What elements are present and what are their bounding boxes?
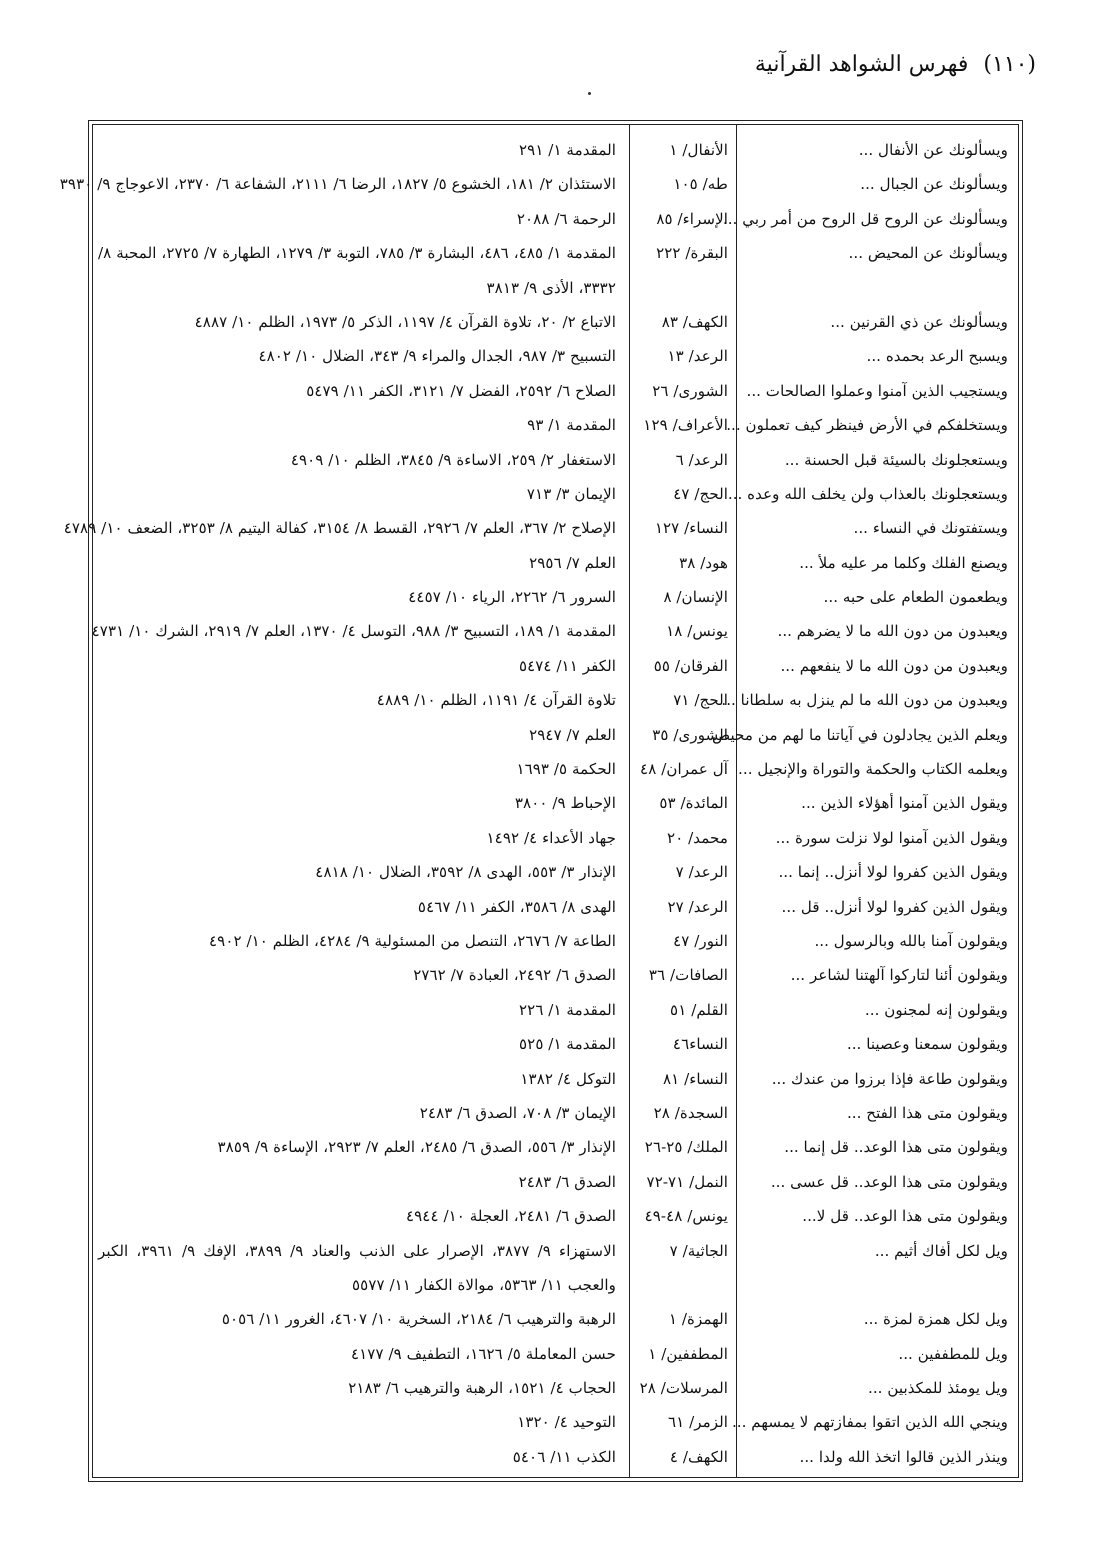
- table-row: [89, 890, 1022, 924]
- reference-cell: المرسلات/ ٢٨: [639, 1379, 728, 1398]
- table-row: [89, 924, 1022, 958]
- table-row: [89, 408, 1022, 442]
- ayah-cell: ويستعجلونك بالسيئة قبل الحسنة ...: [784, 450, 1008, 469]
- table-row: [89, 1234, 1022, 1303]
- reference-cell: النمل/ ٧١-٧٢: [646, 1172, 728, 1191]
- ayah-cell: ويل للمطففين ...: [898, 1344, 1008, 1363]
- ayah-cell: ويقولون إنه لمجنون ...: [864, 1000, 1008, 1019]
- ayah-cell: وينجي الله الذين اتقوا بمفازتهم لا يمسهم ...: [731, 1413, 1008, 1432]
- ayah-cell: ويقولون طاعة فإذا برزوا من عندك ...: [771, 1069, 1008, 1088]
- ayah-cell: ويعلم الذين يجادلون في آياتنا ما لهم من محيص: [711, 725, 1008, 744]
- topics-cell: جهاد الأعداء ٤/ ١٤٩٢: [486, 828, 616, 847]
- ayah-cell: ويقولون متى هذا الوعد.. قل عسى ...: [770, 1172, 1008, 1191]
- reference-cell: الشورى/ ٣٥: [652, 725, 728, 744]
- reference-cell: الصافات/ ٣٦: [648, 966, 728, 985]
- ayah-cell: ويسألونك عن ذي القرنين ...: [830, 312, 1008, 331]
- ayah-cell: ويعلمه الكتاب والحكمة والتوراة والإنجيل ...: [738, 760, 1008, 779]
- reference-cell: النساء٤٦: [672, 1035, 728, 1054]
- reference-cell: الشورى/ ٢٦: [652, 381, 728, 400]
- reference-cell: القلم/ ٥١: [670, 1000, 728, 1019]
- ayah-cell: ويل لكل همزة لمزة ...: [863, 1310, 1008, 1329]
- ayah-cell: ويقول الذين كفروا لولا أنزل.. قل ...: [781, 897, 1008, 916]
- table-row: [89, 443, 1022, 477]
- ayah-cell: ويقولون أئنا لتاركوا آلهتنا لشاعر ...: [790, 966, 1008, 985]
- topics-cell: الإنذار ٣/ ٥٥٣، الهدى ٨/ ٣٥٩٢، الضلال ١٠/ ٤٨١٨: [315, 863, 616, 882]
- table-row: [63, 511, 1022, 545]
- table-body: [59, 133, 1022, 1474]
- topics-cell: التوكل ٤/ ١٣٨٢: [520, 1069, 616, 1088]
- topics-cell: تلاوة القرآن ٤/ ١١٩١، الظلم ١٠/ ٤٨٨٩: [376, 691, 616, 710]
- topics-cell: العلم ٧/ ٢٩٥٦: [529, 553, 616, 572]
- table-row: [89, 786, 1022, 820]
- table-row: [89, 649, 1022, 683]
- reference-cell: طه/ ١٠٥: [673, 175, 728, 194]
- topics-cell: المقدمة ١/ ٩٣: [527, 416, 616, 435]
- ayah-cell: ويقولون سمعنا وعصينا ...: [846, 1035, 1008, 1054]
- ayah-cell: ويقولون متى هذا الفتح ...: [846, 1103, 1008, 1122]
- page-title: فهرس الشواهد القرآنية: [754, 52, 969, 77]
- reference-cell: الفرقان/ ٥٥: [653, 656, 728, 675]
- page-number: (١١٠): [983, 52, 1036, 77]
- ayah-cell: ويعبدون من دون الله ما لا ينفعهم ...: [780, 656, 1008, 675]
- table-row: [89, 855, 1022, 889]
- table-row: [89, 546, 1022, 580]
- table-row: [89, 1062, 1022, 1096]
- table-row: [89, 718, 1022, 752]
- ayah-cell: ويعبدون من دون الله ما لا يضرهم ...: [777, 622, 1008, 641]
- table-row: [89, 1302, 1022, 1336]
- table-row: [89, 477, 1022, 511]
- ayah-cell: ويستعجلونك بالعذاب ولن يخلف الله وعده ...: [727, 484, 1008, 503]
- ayah-cell: ويسألونك عن الجبال ...: [860, 175, 1008, 194]
- table-row: [89, 683, 1022, 717]
- topics-cell: الكذب ١١/ ٥٤٠٦: [512, 1447, 616, 1466]
- ayah-cell: ويستفتونك في النساء ...: [853, 519, 1008, 538]
- ayah-cell: ويسألونك عن الأنفال ...: [858, 141, 1008, 159]
- table-row: [89, 236, 1022, 305]
- ayah-cell: ويسألونك عن المحيض ...: [848, 244, 1008, 263]
- topics-cell: حسن المعاملة ٥/ ١٦٢٦، التطفيف ٩/ ٤١٧٧: [350, 1344, 616, 1363]
- ayah-cell: ويقولون متى هذا الوعد.. قل إنما ...: [784, 1138, 1008, 1157]
- topics-cell: الطاعة ٧/ ٢٦٧٦، التنصل من المسئولية ٩/ ٤٢٨٤، الظلم ١٠/ ٤٩٠٢: [209, 932, 616, 950]
- page-header: [755, 52, 1036, 77]
- reference-cell: المطففين/ ١: [648, 1344, 728, 1363]
- ayah-cell: ويقولون آمنا بالله وبالرسول ...: [814, 932, 1008, 950]
- table-row: [89, 821, 1022, 855]
- topics-cell: الإحباط ٩/ ٣٨٠٠: [514, 794, 616, 813]
- table-row: [59, 167, 1022, 201]
- topics-cell: المقدمة ١/ ٢٩١: [519, 141, 616, 159]
- reference-cell: الأعراف/ ١٢٩: [643, 416, 728, 435]
- table-row: [89, 1337, 1022, 1371]
- table-row: [89, 305, 1022, 339]
- reference-cell: الزمر/ ٦١: [667, 1413, 728, 1432]
- topics-cell: السرور ٦/ ٢٢٦٢، الرياء ١٠/ ٤٤٥٧: [408, 588, 616, 607]
- reference-cell: الملك/ ٢٥-٢٦: [644, 1138, 728, 1157]
- reference-cell: آل عمران/ ٤٨: [640, 760, 728, 779]
- reference-cell: النساء/ ١٢٧: [654, 519, 728, 538]
- topics-cell: الحكمة ٥/ ١٦٩٣: [516, 760, 616, 779]
- ayah-cell: ويصنع الفلك وكلما مر عليه ملأ ...: [799, 553, 1008, 572]
- topics-cell: الاستئذان ٢/ ١٨١، الخشوع ٥/ ١٨٢٧، الرضا ٦/ ٢١١١، الشفاعة ٦/ ٢٣٧٠، الاعوجاج ٩/ ٣٩٣٠: [59, 175, 616, 194]
- reference-cell: البقرة/ ٢٢٢: [656, 244, 728, 263]
- header-dot: [588, 92, 591, 95]
- topics-cell: الرحمة ٦/ ٢٠٨٨: [516, 209, 616, 228]
- topics-cell: المقدمة ١/ ٢٢٦: [519, 1000, 616, 1019]
- table-row: [89, 1199, 1022, 1233]
- table-row: [89, 202, 1022, 236]
- topics-cell: الاتباع ٢/ ٢٠، تلاوة القرآن ٤/ ١١٩٧، الذكر ٥/ ١٩٧٣، الظلم ١٠/ ٤٨٨٧: [194, 312, 616, 331]
- ayah-cell: ويقول الذين آمنوا لولا نزلت سورة ...: [775, 828, 1008, 847]
- reference-cell: الكهف/ ٤: [669, 1447, 728, 1466]
- reference-cell: الهمزة/ ١: [668, 1310, 728, 1329]
- ayah-cell: ويقولون متى هذا الوعد.. قل لا...: [802, 1207, 1008, 1226]
- topics-cell: الرهبة والترهيب ٦/ ٢١٨٤، السخرية ١٠/ ٤٦٠٧، الغرور ١١/ ٥٠٥٦: [221, 1310, 616, 1329]
- reference-cell: المائدة/ ٥٣: [659, 794, 728, 813]
- topics-cell: الصدق ٦/ ٢٤٩٢، العبادة ٧/ ٢٧٦٢: [413, 966, 616, 985]
- topics-cell: الاستهزاء ٩/ ٣٨٧٧، الإصرار على الذنب والعناد ٩/ ٣٨٩٩، الإفك ٩/ ٣٩٦١، الكبر والعجب ١١/ ٥٣٦٣، موالاة الكفار ١١/ ٥٥٧٧: [98, 1241, 616, 1294]
- ayah-cell: ويقول الذين آمنوا أهؤلاء الذين ...: [801, 794, 1008, 813]
- topics-cell: الهدى ٨/ ٣٥٨٦، الكفر ١١/ ٥٤٦٧: [417, 897, 616, 916]
- index-table: [59, 120, 1023, 1482]
- table-row: [89, 1130, 1022, 1164]
- reference-cell: الرعد/ ٦: [675, 450, 728, 469]
- topics-cell: الإيمان ٣/ ٧١٣: [526, 484, 616, 503]
- reference-cell: السجدة/ ٢٨: [653, 1103, 728, 1122]
- table-row: [89, 1027, 1022, 1061]
- reference-cell: الحج/ ٤٧: [673, 484, 728, 503]
- table-row: [89, 1165, 1022, 1199]
- reference-cell: الرعد/ ١٣: [667, 347, 728, 366]
- table-row: [89, 133, 1022, 167]
- reference-cell: يونس/ ١٨: [666, 622, 728, 641]
- ayah-cell: ويستخلفكم في الأرض فينظر كيف تعملون ...: [726, 416, 1008, 435]
- ayah-cell: ويسبح الرعد بحمده ...: [866, 347, 1008, 366]
- ayah-cell: ويستجيب الذين آمنوا وعملوا الصالحات ...: [746, 381, 1008, 400]
- reference-cell: الكهف/ ٨٣: [661, 312, 728, 331]
- reference-cell: يونس/ ٤٨-٤٩: [644, 1207, 728, 1226]
- topics-cell: العلم ٧/ ٢٩٤٧: [529, 725, 616, 744]
- topics-cell: الإيمان ٣/ ٧٠٨، الصدق ٦/ ٢٤٨٣: [419, 1103, 616, 1122]
- ayah-cell: ويعبدون من دون الله ما لم ينزل به سلطانا ...: [721, 691, 1008, 710]
- table-row: [89, 1371, 1022, 1405]
- topics-cell: المقدمة ١/ ١٨٩، التسبيح ٣/ ٩٨٨، التوسل ٤/ ١٣٧٠، العلم ٧/ ٢٩١٩، الشرك ١٠/ ٤٧٣١: [91, 622, 616, 641]
- reference-cell: النور/ ٤٧: [673, 932, 728, 950]
- topics-cell: المقدمة ١/ ٥٢٥: [519, 1035, 616, 1054]
- ayah-cell: ويقول الذين كفروا لولا أنزل.. إنما ...: [778, 863, 1008, 882]
- reference-cell: هود/ ٣٨: [679, 553, 728, 572]
- reference-cell: الإنسان/ ٨: [663, 588, 728, 607]
- reference-cell: الجاثية/ ٧: [669, 1241, 728, 1260]
- topics-cell: التسبيح ٣/ ٩٨٧، الجدال والمراء ٩/ ٣٤٣، الضلال ١٠/ ٤٨٠٢: [258, 347, 616, 366]
- table-row: [89, 374, 1022, 408]
- topics-cell: الصلاح ٦/ ٢٥٩٢، الفضل ٧/ ٣١٢١، الكفر ١١/ ٥٤٧٩: [306, 381, 616, 400]
- table-row: [89, 958, 1022, 992]
- ayah-cell: وينذر الذين قالوا اتخذ الله ولدا ...: [799, 1447, 1008, 1466]
- reference-cell: النساء/ ٨١: [662, 1069, 728, 1088]
- topics-cell: الإنذار ٣/ ٥٥٦، الصدق ٦/ ٢٤٨٥، العلم ٧/ ٢٩٢٣، الإساءة ٩/ ٣٨٥٩: [217, 1138, 616, 1157]
- reference-cell: الحج/ ٧١: [673, 691, 728, 710]
- table-row: [89, 993, 1022, 1027]
- ayah-cell: ويطعمون الطعام على حبه ...: [823, 588, 1008, 607]
- topics-cell: المقدمة ١/ ٤٨٥، ٤٨٦، البشارة ٣/ ٧٨٥، التوبة ٣/ ١٢٧٩، الطهارة ٧/ ٢٧٢٥، المحبة ٨/ ٣٣٣٢، الأذى ٩/ ٣٨١٣: [98, 244, 616, 297]
- reference-cell: الرعد/ ٢٧: [667, 897, 728, 916]
- topics-cell: الحجاب ٤/ ١٥٢١، الرهبة والترهيب ٦/ ٢١٨٣: [348, 1379, 616, 1398]
- reference-cell: الأنفال/ ١: [669, 141, 728, 159]
- topics-cell: الكفر ١١/ ٥٤٧٤: [518, 656, 616, 675]
- reference-cell: الإسراء/ ٨٥: [656, 209, 728, 228]
- table-row: [89, 339, 1022, 373]
- ayah-cell: ويل لكل أفاك أثيم ...: [874, 1241, 1008, 1260]
- topics-cell: الإصلاح ٢/ ٣٦٧، العلم ٧/ ٢٩٢٦، القسط ٨/ ٣١٥٤، كفالة اليتيم ٨/ ٣٢٥٣، الضعف ١٠/ ٤٧٨٩: [63, 519, 616, 538]
- topics-cell: الاستغفار ٢/ ٢٥٩، الاساءة ٩/ ٣٨٤٥، الظلم ١٠/ ٤٩٠٩: [290, 450, 616, 469]
- table-row: [89, 1405, 1022, 1439]
- ayah-cell: ويل يومئذ للمكذبين ...: [868, 1379, 1008, 1398]
- table-row: [89, 614, 1022, 648]
- topics-cell: التوحيد ٤/ ١٣٢٠: [517, 1413, 616, 1432]
- ayah-cell: ويسألونك عن الروح قل الروح من أمر ربي ...: [722, 209, 1008, 228]
- reference-cell: الرعد/ ٧: [675, 863, 728, 882]
- reference-cell: محمد/ ٢٠: [667, 828, 728, 847]
- topics-cell: الصدق ٦/ ٢٤٨١، العجلة ١٠/ ٤٩٤٤: [405, 1207, 616, 1226]
- topics-cell: الصدق ٦/ ٢٤٨٣: [518, 1172, 616, 1191]
- table-row: [89, 580, 1022, 614]
- table-row: [89, 1440, 1022, 1474]
- table-row: [89, 1096, 1022, 1130]
- table-row: [89, 752, 1022, 786]
